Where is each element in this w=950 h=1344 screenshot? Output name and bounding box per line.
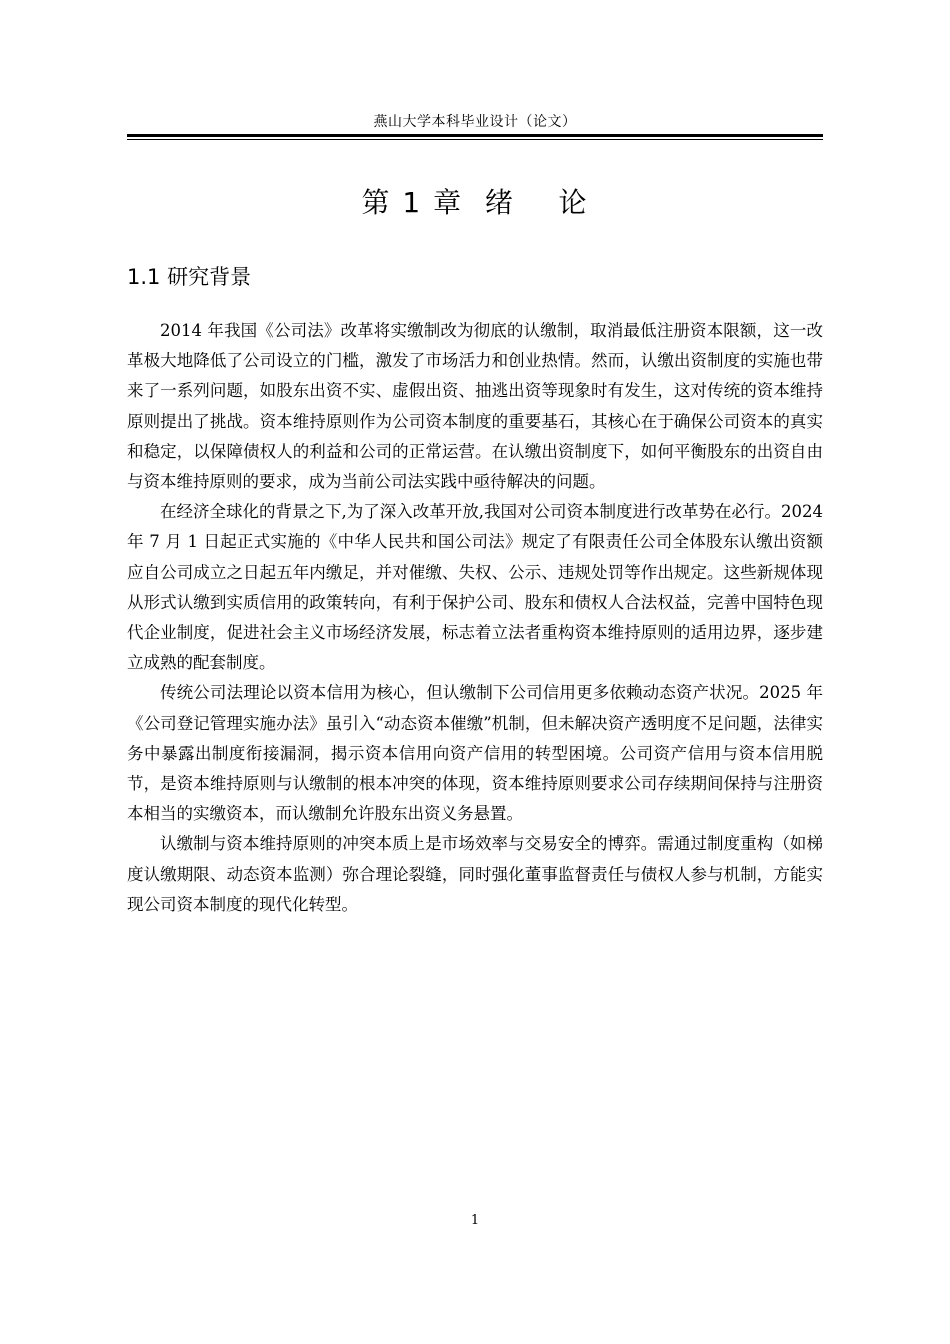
- header-rule-thick: [127, 134, 823, 137]
- running-header: 燕山大学本科毕业设计（论文）: [373, 114, 577, 130]
- section-title: 1.1 研究背景: [127, 265, 252, 289]
- header-rule-thin: [127, 139, 823, 140]
- chapter-title: 第 1 章 绪 论: [361, 186, 589, 219]
- paragraph: 传统公司法理论以资本信用为核心，但认缴制下公司信用更多依赖动态资产状况。2025 年《公司登记管理实施办法》虽引入“动态资本催缴”机制，但未解决资产透明度不足问题，法律实务中暴露出制度衔接漏洞，揭示资本信用向资产信用的转型困境。公司资产信用与资本信用脱节，是资本维持原则与认缴制的根本冲突的体现，资本维持原则要求公司存续期间保持与注册资本相当的实缴资本，而认缴制允许股东出资义务悬置。: [127, 683, 823, 824]
- page-number: 1: [470, 1213, 480, 1228]
- body-text: [127, 316, 823, 920]
- paragraph: 2014 年我国《公司法》改革将实缴制改为彻底的认缴制，取消最低注册资本限额，这一改革极大地降低了公司设立的门槛，激发了市场活力和创业热情。然而，认缴出资制度的实施也带来了一系列问题，如股东出资不实、虚假出资、抽逃出资等现象时有发生，这对传统的资本维持原则提出了挑战。资本维持原则作为公司资本制度的重要基石，其核心在于确保公司资本的真实和稳定，以保障债权人的利益和公司的正常运营。在认缴出资制度下，如何平衡股东的出资自由与资本维持原则的要求，成为当前公司法实践中亟待解决的问题。: [127, 321, 823, 492]
- paragraph: 在经济全球化的背景之下,为了深入改革开放,我国对公司资本制度进行改革势在必行。2024 年 7 月 1 日起正式实施的《中华人民共和国公司法》规定了有限责任公司全体股东认缴出资额应自公司成立之日起五年内缴足，并对催缴、失权、公示、违规处罚等作出规定。这些新规体现从形式认缴到实质信用的政策转向，有利于保护公司、股东和债权人合法权益，完善中国特色现代企业制度，促进社会主义市场经济发展，标志着立法者重构资本维持原则的适用边界，逐步建立成熟的配套制度。: [127, 502, 823, 673]
- paragraph: 认缴制与资本维持原则的冲突本质上是市场效率与交易安全的博弈。需通过制度重构（如梯度认缴期限、动态资本监测）弥合理论裂缝，同时强化董事监督责任与债权人参与机制，方能实现公司资本制度的现代化转型。: [127, 834, 823, 914]
